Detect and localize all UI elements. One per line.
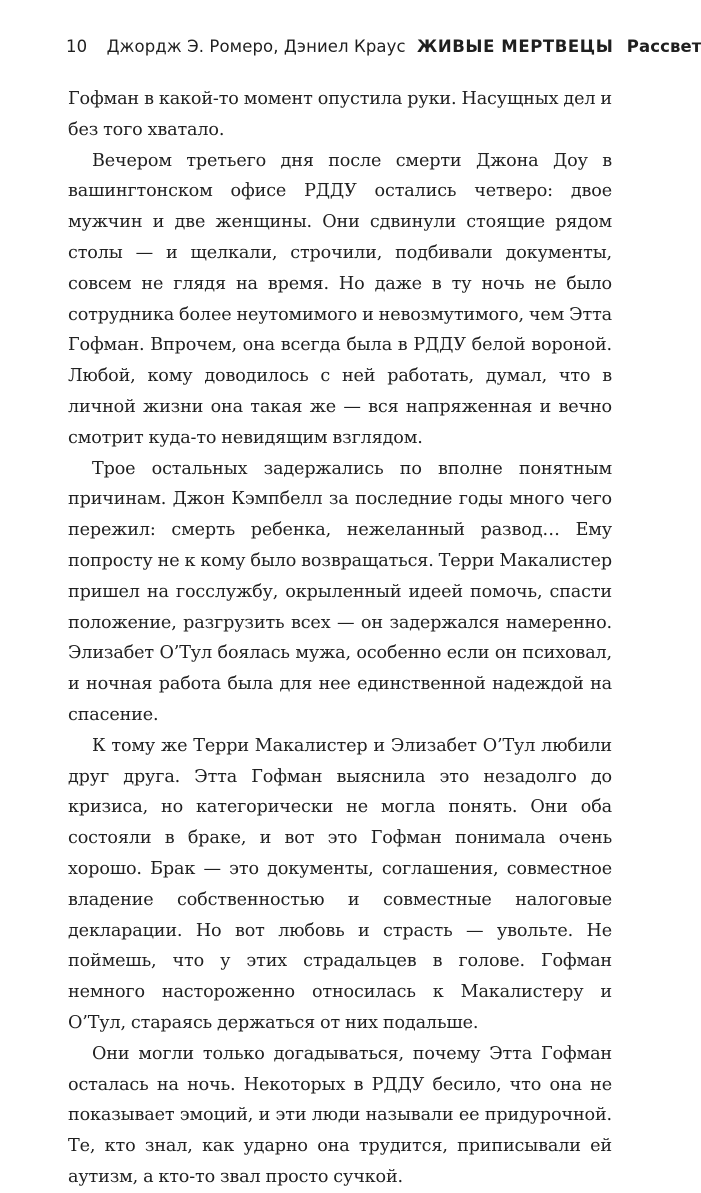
paragraph-2: Вечером третьего дня после смерти Джона Доу в вашингтонском офисе РДДУ остались четверо: двое мужчин и две женщины. Они сдвинули стоящие рядом столы — и щелкали, строчили, подбивали документы, совсем не глядя на время. Но даже в ту ночь не было сотрудника более неутомимого и невозмутимого, чем Этта Гофман. Впрочем, она всегда была в РДДУ белой вороной. Любой, кому доводилось с ней работать, думал, что в личной жизни она такая же — вся напряженная и вечно смотрит куда-то невидящим взглядом.: [68, 150, 612, 448]
paragraph-4: К тому же Терри Макалистер и Элизабет О’Тул любили друг друга. Этта Гофман выяснила это незадолго до кризиса, но категорически не могла понять. Они оба состояли в браке, и вот это Гофман понимала очень хорошо. Брак — это документы, соглашения, совместное владение собственностью и совместные налоговые декларации. Но вот любовь и страсть — увольте. Не поймешь, что у этих страдальцев в голове. Гофман немного настороженно относилась к Макалистеру и О’Тул, стараясь держаться от них подальше.: [68, 735, 612, 1033]
page-number: 10: [66, 37, 88, 56]
paragraph-5: Они могли только догадываться, почему Этта Гофман осталась на ночь. Некоторых в РДДУ бесило, что она не показывает эмоций, и эти люди называли ее придурочной. Те, кто знал, как ударно она трудится, приписывали ей аутизм, а кто-то звал просто сучкой.: [68, 1043, 612, 1187]
book-subtitle: Рассвет: [626, 37, 701, 56]
body-text: [68, 84, 612, 1193]
paragraph-1: Гофман в какой-то момент опустила руки. Насущных дел и без того хватало.: [68, 89, 612, 140]
series-title: ЖИВЫЕ МЕРТВЕЦЫ: [417, 37, 614, 56]
book-authors: Джордж Э. Ромеро, Дэниел Краус: [106, 37, 406, 56]
paragraph-3: Трое остальных задержались по вполне понятным причинам. Джон Кэмпбелл за последние годы много чего пережил: смерть ребенка, нежеланный развод… Ему попросту не к кому было возвращаться. Терри Макалистер пришел на госслужбу, окрыленный идеей помочь, спасти положение, разгрузить всех — он задержался намеренно. Элизабет О’Тул боялась мужа, особенно если он психовал, и ночная работа была для нее единственной надеждой на спасение.: [68, 458, 612, 725]
running-head: [66, 34, 701, 60]
